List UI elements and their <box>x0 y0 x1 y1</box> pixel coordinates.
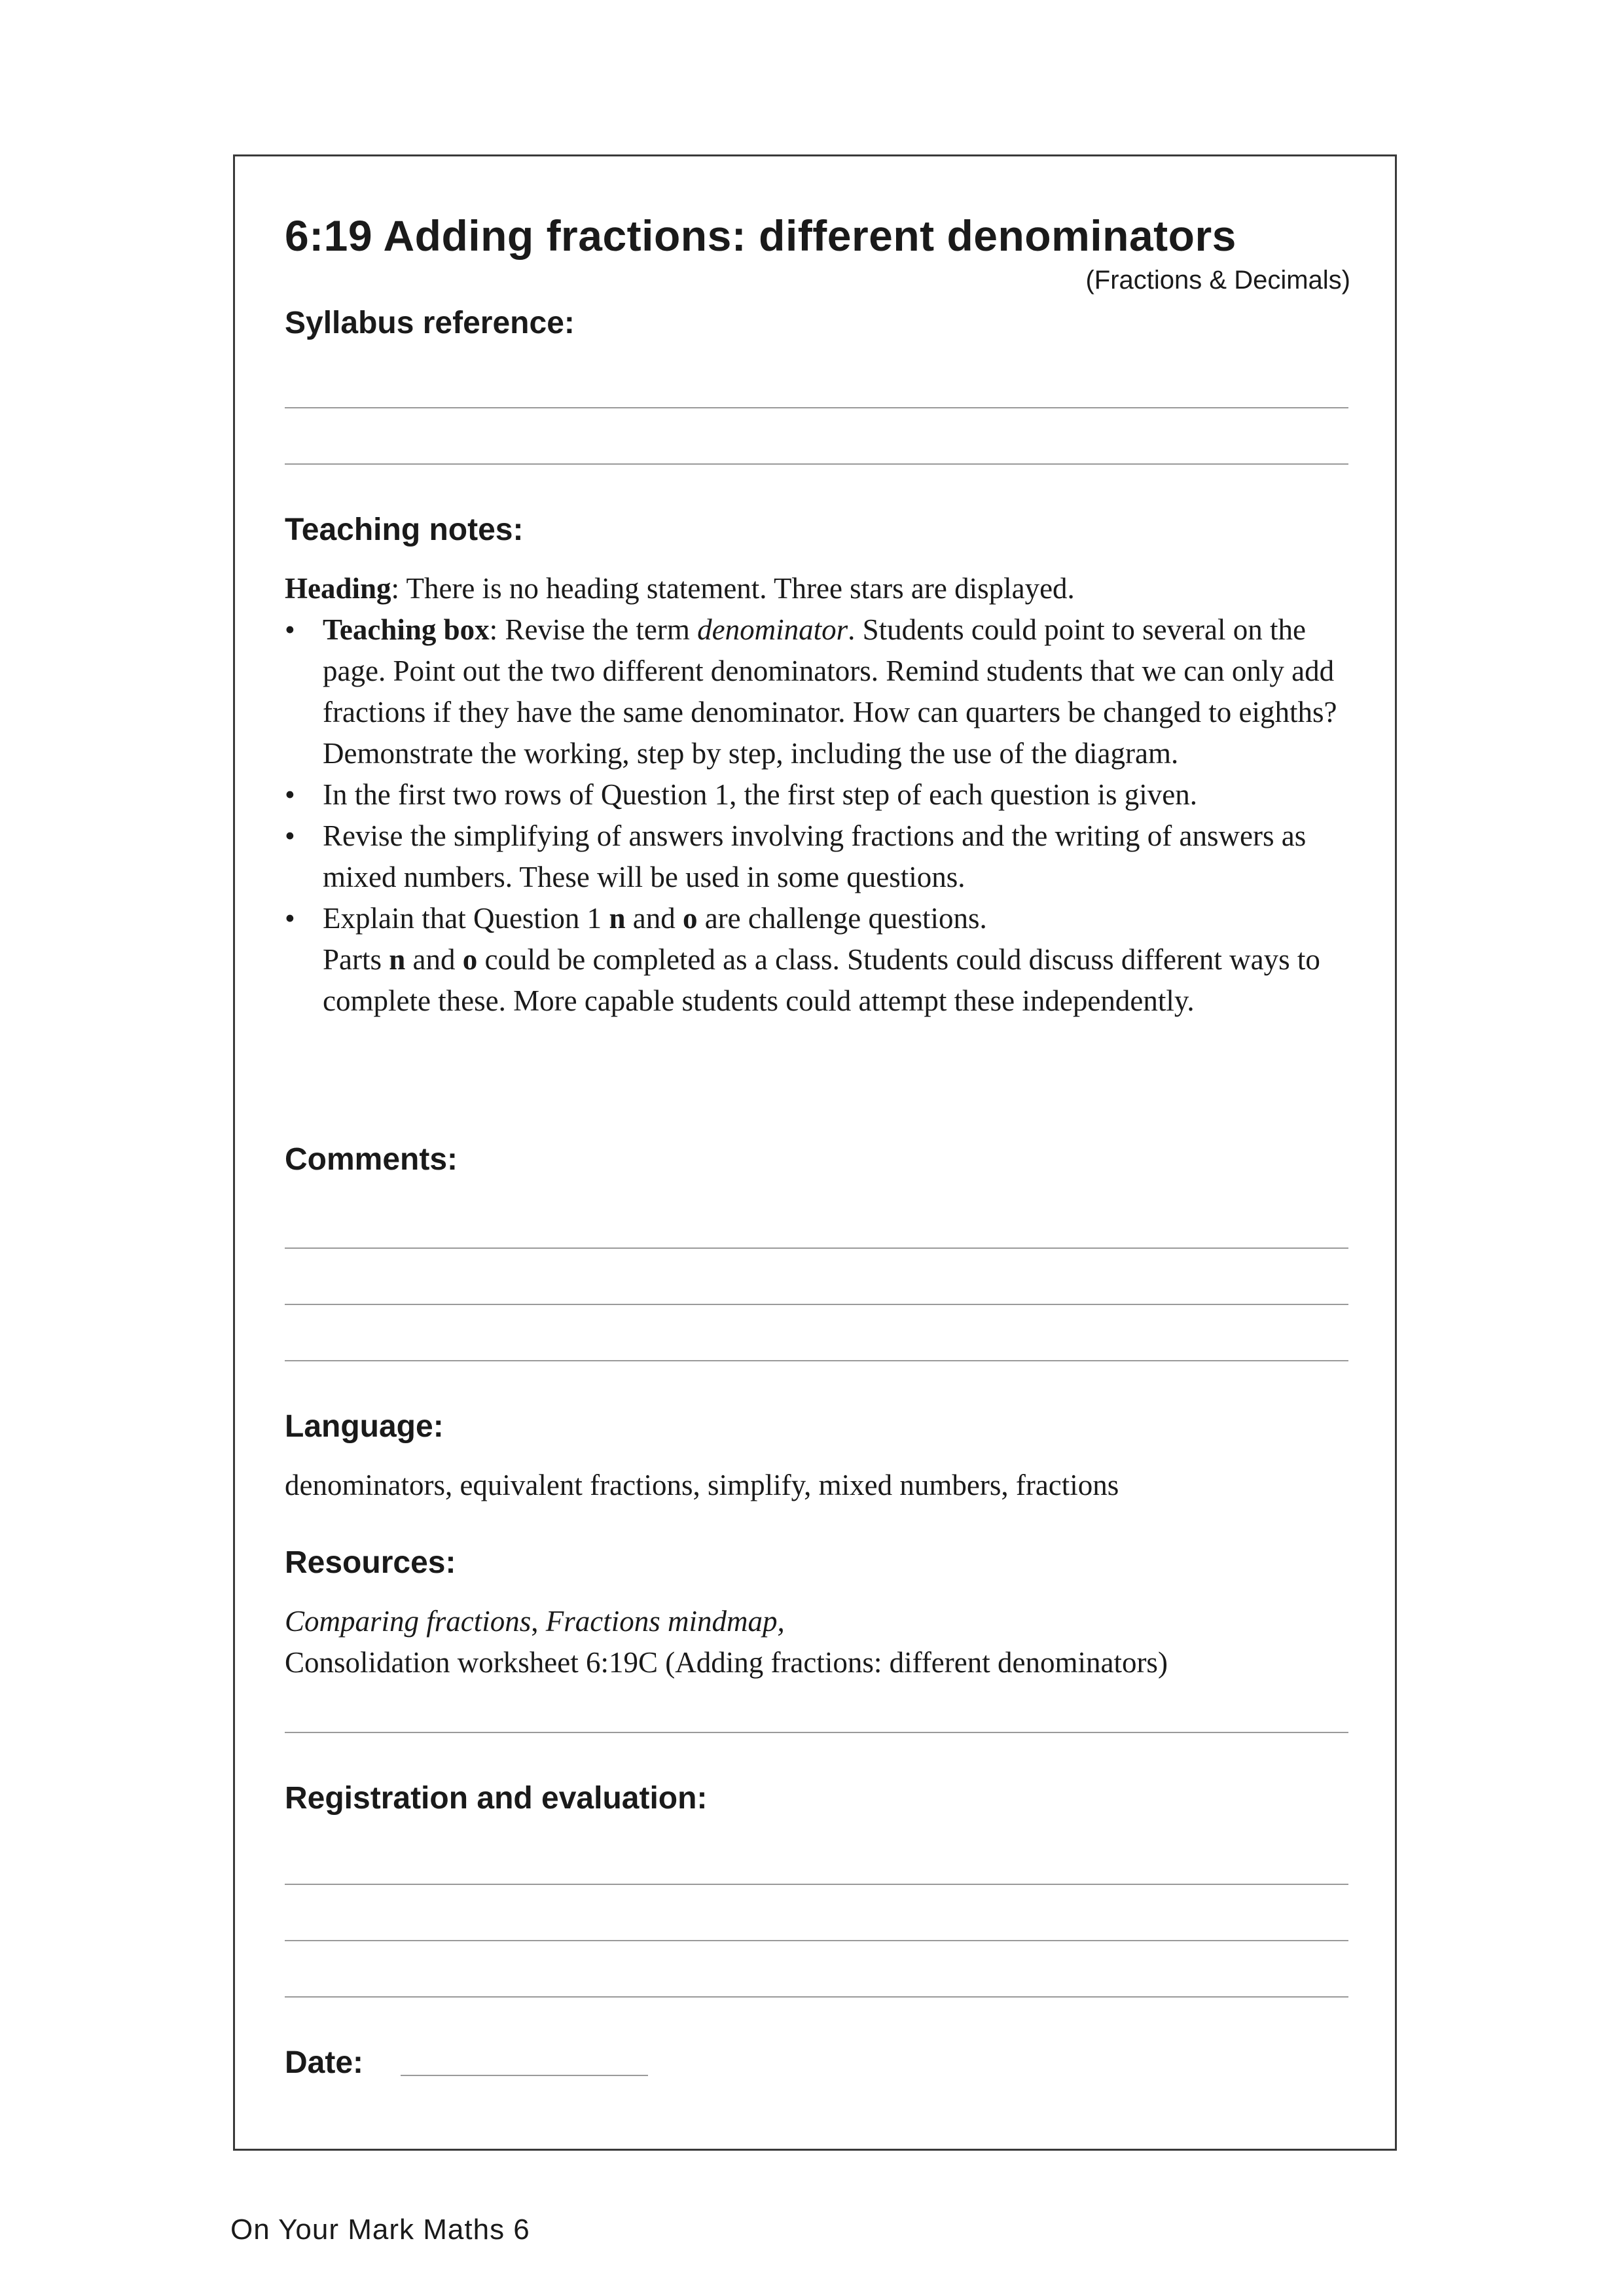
resources-heading: Resources: <box>285 1545 456 1580</box>
comments-line-3 <box>285 1360 1348 1361</box>
syllabus-line-1 <box>285 407 1348 408</box>
note-challenge <box>285 898 1371 1022</box>
note-text: and <box>405 943 463 976</box>
teaching-box-term: Teaching box <box>323 613 490 646</box>
registration-line-1 <box>285 1884 1348 1885</box>
footer-text: On Your Mark Maths 6 <box>230 2214 530 2246</box>
resource-comparing-fractions: Comparing fractions <box>285 1605 532 1638</box>
note-question-1-rows <box>285 774 1371 816</box>
syllabus-line-2 <box>285 463 1348 465</box>
resources-line-1 <box>285 1601 1371 1642</box>
comments-line-1 <box>285 1247 1348 1249</box>
registration-line-3 <box>285 1996 1348 1998</box>
teaching-box-text: : Revise the term <box>489 613 698 646</box>
note-text: Revise the simplifying of answers involving fractions and the writing of answers as mixed numbers. These will be used in some questions. <box>323 819 1307 893</box>
comments-line-2 <box>285 1304 1348 1305</box>
resource-separator: , <box>531 1605 546 1638</box>
resource-worksheet: Consolidation worksheet 6:19C (Adding fractions: different denominators) <box>285 1646 1168 1679</box>
heading-text: : There is no heading statement. Three stars are displayed. <box>391 572 1075 605</box>
note-text: are challenge questions. <box>697 902 987 935</box>
part-o: o <box>462 943 478 976</box>
note-text: could be completed as a class. Students could discuss different ways to complete these. More capable students could attempt these independently. <box>323 943 1320 1017</box>
language-text: denominators, equivalent fractions, simplify, mixed numbers, fractions <box>285 1469 1119 1501</box>
note-teaching-box <box>285 609 1371 774</box>
strand-label: (Fractions & Decimals) <box>1085 266 1350 295</box>
resources-line <box>285 1732 1348 1733</box>
registration-line-2 <box>285 1940 1348 1941</box>
bullet: • <box>285 613 295 646</box>
page-title: 6:19 Adding fractions: different denominators <box>285 211 1236 260</box>
notes-list <box>285 609 1371 1022</box>
denominator-term: denominator <box>697 613 848 646</box>
note-text: Explain that Question 1 <box>323 902 609 935</box>
heading-term: Heading <box>285 572 391 605</box>
bullet: • <box>285 778 295 811</box>
part-o: o <box>682 902 698 935</box>
part-n: n <box>609 902 626 935</box>
heading-note <box>285 568 1371 609</box>
note-text: Parts <box>323 943 389 976</box>
teaching-notes-heading: Teaching notes: <box>285 512 524 547</box>
comments-heading: Comments: <box>285 1142 458 1177</box>
part-n: n <box>389 943 406 976</box>
resource-fractions-mindmap: Fractions mindmap, <box>545 1605 785 1638</box>
language-heading: Language: <box>285 1409 444 1444</box>
note-text: and <box>625 902 683 935</box>
syllabus-reference-heading: Syllabus reference: <box>285 306 575 340</box>
bullet: • <box>285 902 295 935</box>
registration-heading: Registration and evaluation: <box>285 1781 708 1816</box>
note-simplifying <box>285 816 1371 898</box>
resources-text <box>285 1601 1371 1683</box>
bullet: • <box>285 819 295 852</box>
date-field-line <box>401 2075 648 2076</box>
teaching-box-text-cont: . Students could point to several on the page. Point out the two different denominators. Remind students that we can only add fractions if they have the same denominator. How can quarters be changed to eighths? Demonstrate the working, step by step, including the use of the diagram. <box>323 613 1337 770</box>
teaching-notes-body <box>285 568 1371 1022</box>
note-text: In the first two rows of Question 1, the first step of each question is given. <box>323 778 1198 811</box>
date-label: Date: <box>285 2045 364 2080</box>
